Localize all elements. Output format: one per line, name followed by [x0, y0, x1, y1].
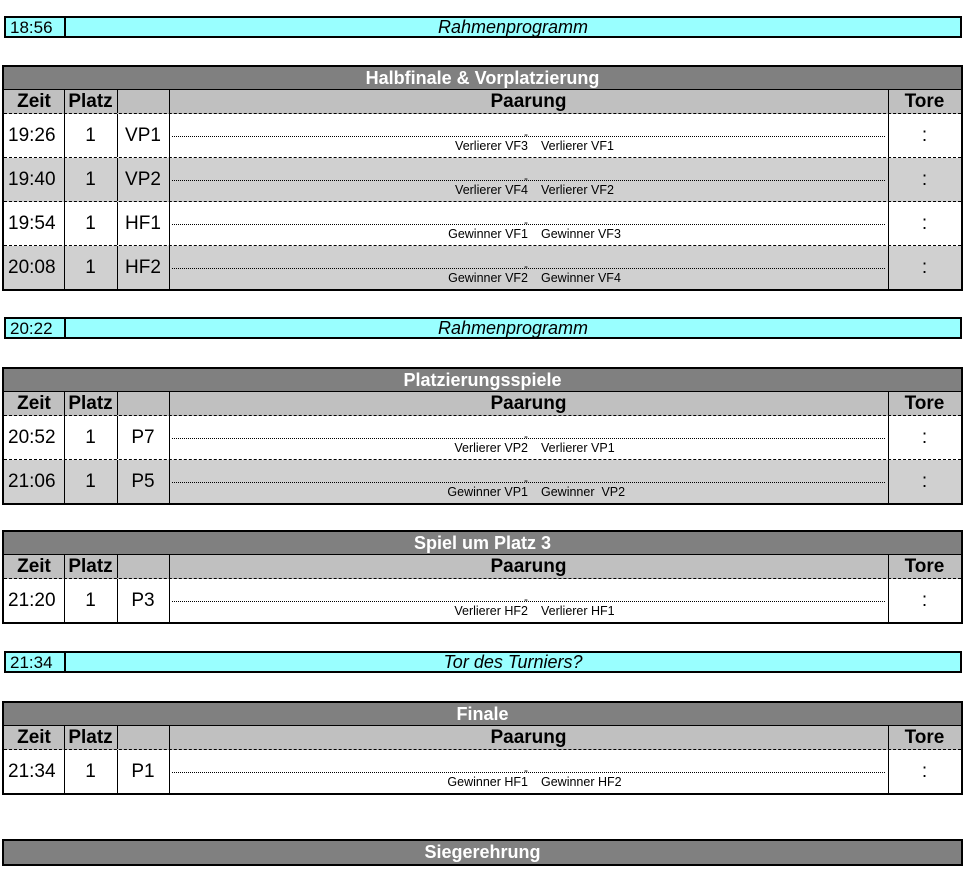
- pairing-separator: -: [524, 429, 528, 443]
- team-a: Gewinner VP1: [447, 485, 528, 499]
- team-a: Verlierer VP2: [454, 441, 528, 455]
- team-b: Gewinner VF3: [541, 227, 621, 241]
- match-row: [4, 246, 961, 289]
- match-code: P1: [131, 761, 155, 782]
- team-b: Gewinner HF2: [541, 775, 622, 789]
- pairing-separator: -: [524, 127, 528, 141]
- match-score[interactable]: :: [921, 471, 928, 492]
- team-b: Verlierer VF1: [541, 139, 614, 153]
- event-time: 21:34: [6, 653, 66, 671]
- column-paarung: Paarung: [490, 393, 567, 414]
- match-platz: 1: [85, 590, 96, 611]
- section-title: Halbfinale & Vorplatzierung: [4, 67, 961, 90]
- column-platz: Platz: [68, 556, 113, 577]
- match-platz: 1: [85, 125, 96, 146]
- column-zeit: Zeit: [17, 727, 51, 748]
- column-zeit: Zeit: [17, 556, 51, 577]
- pairing-separator: -: [524, 473, 528, 487]
- match-time: 21:20: [8, 590, 56, 611]
- column-tore: Tore: [904, 393, 945, 414]
- team-b: Verlierer VF2: [541, 183, 614, 197]
- column-paarung: Paarung: [490, 91, 567, 112]
- match-time: 19:40: [8, 169, 56, 190]
- match-platz: 1: [85, 427, 96, 448]
- team-a: Verlierer HF2: [454, 604, 528, 618]
- team-a: Verlierer VF4: [455, 183, 528, 197]
- pairing-separator: -: [524, 215, 528, 229]
- column-header: [4, 90, 961, 114]
- match-platz: 1: [85, 213, 96, 234]
- event-title: Rahmenprogramm: [437, 17, 589, 37]
- match-section: [2, 65, 963, 291]
- match-score[interactable]: :: [921, 169, 928, 190]
- event-bar: [4, 16, 962, 38]
- match-row: [4, 114, 961, 158]
- match-pairing: [169, 416, 888, 459]
- match-score[interactable]: :: [921, 213, 928, 234]
- column-tore: Tore: [904, 727, 945, 748]
- section-title: Finale: [4, 703, 961, 726]
- match-row: [4, 158, 961, 202]
- match-pairing: [169, 114, 888, 157]
- match-score[interactable]: :: [921, 257, 928, 278]
- match-row: [4, 579, 961, 622]
- match-pairing: [169, 750, 888, 793]
- column-paarung: Paarung: [490, 727, 567, 748]
- column-paarung: Paarung: [490, 556, 567, 577]
- match-pairing: [169, 158, 888, 201]
- column-zeit: Zeit: [17, 393, 51, 414]
- section-title: Platzierungsspiele: [4, 369, 961, 392]
- match-time: 19:54: [8, 213, 56, 234]
- match-platz: 1: [85, 169, 96, 190]
- column-header: [4, 392, 961, 416]
- team-a: Gewinner HF1: [447, 775, 528, 789]
- pairing-separator: -: [524, 763, 528, 777]
- match-code: VP1: [125, 125, 161, 146]
- match-pairing: [169, 246, 888, 289]
- column-platz: Platz: [68, 393, 113, 414]
- match-platz: 1: [85, 761, 96, 782]
- column-header: [4, 726, 961, 750]
- team-a: Gewinner VF1: [448, 227, 528, 241]
- column-platz: Platz: [68, 91, 113, 112]
- match-pairing: [169, 202, 888, 245]
- event-time: 20:22: [6, 319, 66, 337]
- match-row: [4, 750, 961, 793]
- section-title: Spiel um Platz 3: [4, 532, 961, 555]
- column-tore: Tore: [904, 91, 945, 112]
- match-score[interactable]: :: [921, 427, 928, 448]
- event-bar: [4, 317, 962, 339]
- event-title: Rahmenprogramm: [437, 318, 589, 338]
- match-platz: 1: [85, 257, 96, 278]
- match-section: [2, 367, 963, 505]
- team-b: Verlierer VP1: [541, 441, 615, 455]
- match-score[interactable]: :: [921, 125, 928, 146]
- event-title: Tor des Turniers?: [443, 652, 583, 672]
- team-a: Verlierer VF3: [455, 139, 528, 153]
- event-bar: [4, 651, 962, 673]
- event-time: 18:56: [6, 18, 66, 36]
- match-row: [4, 202, 961, 246]
- pairing-separator: -: [524, 592, 528, 606]
- pairing-separator: -: [524, 171, 528, 185]
- match-code: P3: [131, 590, 155, 611]
- team-b: Verlierer HF1: [541, 604, 615, 618]
- column-platz: Platz: [68, 727, 113, 748]
- team-b: Gewinner VF4: [541, 271, 621, 285]
- match-time: 20:52: [8, 427, 56, 448]
- match-code: HF1: [125, 213, 161, 234]
- match-score[interactable]: :: [921, 590, 928, 611]
- team-b: Gewinner VP2: [541, 485, 626, 499]
- column-tore: Tore: [904, 556, 945, 577]
- closing-section: [2, 839, 963, 866]
- match-pairing: [169, 579, 888, 622]
- pairing-separator: -: [524, 259, 528, 273]
- match-row: [4, 460, 961, 503]
- closing-title: Siegerehrung: [4, 841, 961, 864]
- match-platz: 1: [85, 471, 96, 492]
- match-row: [4, 416, 961, 460]
- match-section: [2, 701, 963, 795]
- match-time: 20:08: [8, 257, 56, 278]
- column-zeit: Zeit: [17, 91, 51, 112]
- match-time: 21:06: [8, 471, 56, 492]
- match-time: 21:34: [8, 761, 56, 782]
- match-code: P7: [131, 427, 155, 448]
- match-section: [2, 530, 963, 624]
- match-score[interactable]: :: [921, 761, 928, 782]
- match-pairing: [169, 460, 888, 503]
- column-header: [4, 555, 961, 579]
- match-code: P5: [131, 471, 155, 492]
- team-a: Gewinner VF2: [448, 271, 528, 285]
- match-code: VP2: [125, 169, 161, 190]
- match-code: HF2: [125, 257, 161, 278]
- match-time: 19:26: [8, 125, 56, 146]
